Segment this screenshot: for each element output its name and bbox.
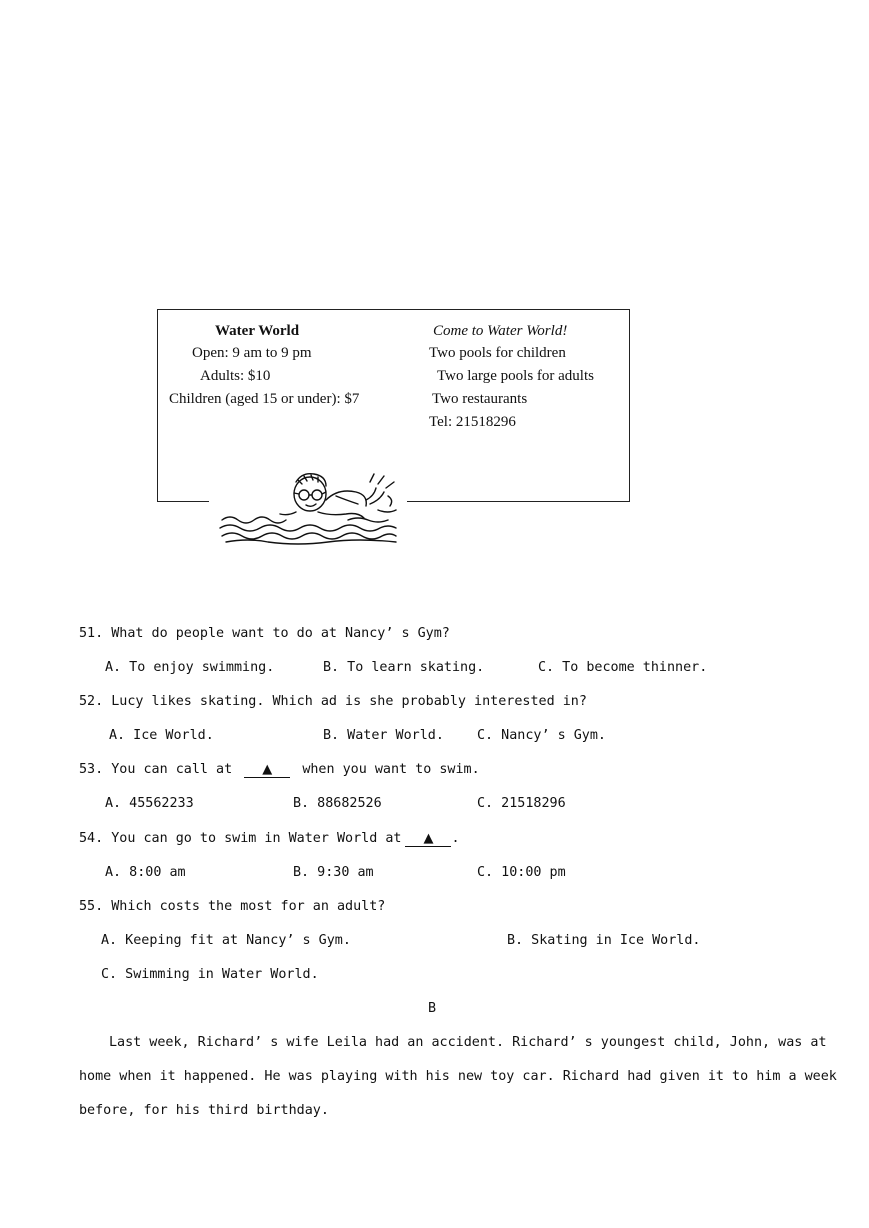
question-52-stem: 52. Lucy likes skating. Which ad is she probably interested in? [79, 694, 587, 709]
question-51-option-b: B. To learn skating. [323, 660, 485, 675]
question-52-option-c: C. Nancy’ s Gym. [477, 728, 606, 743]
question-53-stem [79, 761, 480, 779]
section-b-paragraph-line-2: home when it happened. He was playing with his new toy car. Richard had given it to him a week [79, 1069, 837, 1084]
swimmer-illustration [218, 470, 400, 546]
question-55-option-a: A. Keeping fit at Nancy’ s Gym. [101, 933, 351, 948]
question-53-option-b: B. 88682526 [293, 796, 382, 811]
section-b-paragraph-line-1: Last week, Richard’ s wife Leila had an accident. Richard’ s youngest child, John, was at [109, 1035, 827, 1050]
ad-adult-price: Adults: $10 [200, 368, 271, 384]
question-54-blank: ▲ [405, 831, 451, 847]
question-54-stem [79, 830, 460, 848]
section-b-paragraph-line-3: before, for his third birthday. [79, 1103, 329, 1118]
question-54-option-b: B. 9:30 am [293, 865, 374, 880]
question-54-stem-before: 54. You can go to swim in Water World at [79, 831, 402, 846]
question-53-stem-after: when you want to swim. [302, 762, 480, 777]
question-55-option-b: B. Skating in Ice World. [507, 933, 701, 948]
question-53-blank: ▲ [244, 762, 290, 778]
question-53-option-c: C. 21518296 [477, 796, 566, 811]
ad-slogan: Come to Water World! [433, 323, 568, 339]
section-b-label: B [428, 1001, 437, 1016]
ad-feature-restaurants: Two restaurants [432, 391, 528, 407]
question-51-option-c: C. To become thinner. [538, 660, 708, 675]
ad-telephone: Tel: 21518296 [429, 414, 516, 430]
question-54-stem-after: . [451, 831, 460, 846]
question-51-option-a: A. To enjoy swimming. [105, 660, 275, 675]
question-52-option-a: A. Ice World. [109, 728, 214, 743]
question-51-stem: 51. What do people want to do at Nancy’ s Gym? [79, 626, 450, 641]
question-52-option-b: B. Water World. [323, 728, 444, 743]
ad-open-hours: Open: 9 am to 9 pm [192, 345, 312, 361]
ad-title: Water World [215, 323, 300, 339]
ad-child-price: Children (aged 15 or under): $7 [169, 391, 360, 407]
question-55-stem: 55. Which costs the most for an adult? [79, 899, 386, 914]
ad-feature-adult-pools: Two large pools for adults [437, 368, 594, 384]
question-54-option-c: C. 10:00 pm [477, 865, 566, 880]
question-53-stem-before: 53. You can call at [79, 762, 233, 777]
question-54-option-a: A. 8:00 am [105, 865, 186, 880]
ad-feature-children-pools: Two pools for children [429, 345, 566, 361]
question-53-option-a: A. 45562233 [105, 796, 194, 811]
question-55-option-c: C. Swimming in Water World. [101, 967, 319, 982]
